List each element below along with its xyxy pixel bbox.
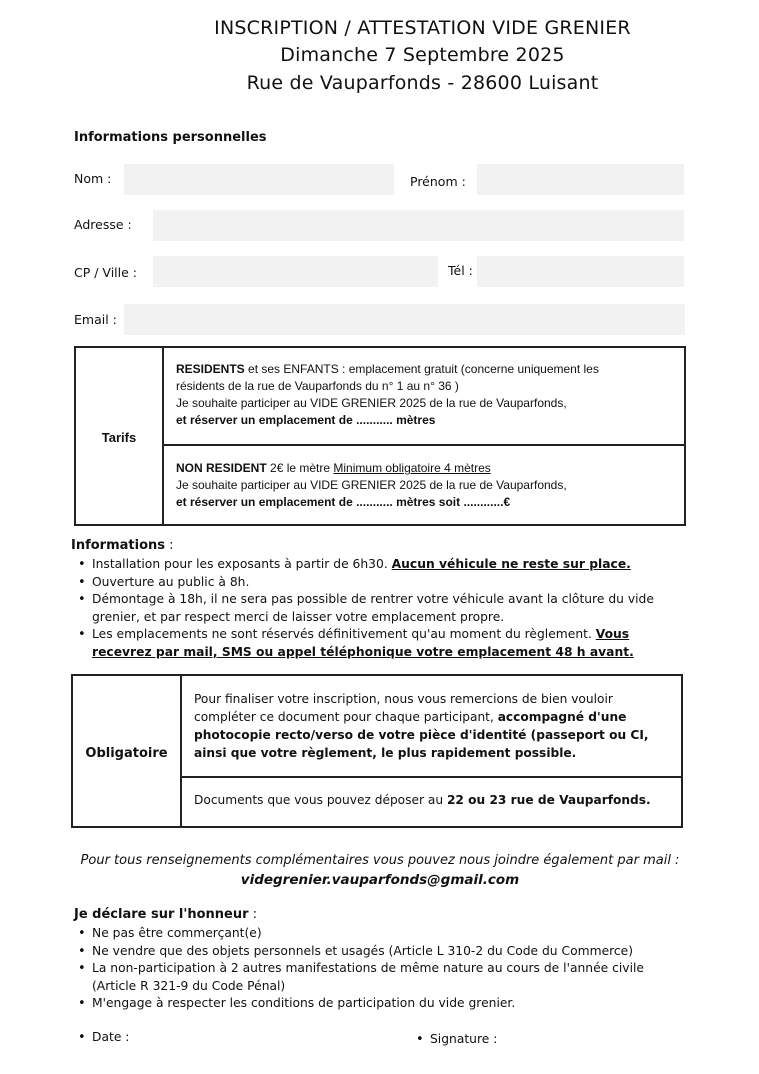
residents-line3: Je souhaite participer au VIDE GRENIER 2025 de la rue de Vauparfonds, bbox=[176, 396, 567, 410]
info-bold: Vous recevrez par mail, SMS ou appel téléphonique votre emplacement 48 h avant. bbox=[92, 627, 634, 659]
obligatoire-text-cell bbox=[181, 675, 682, 777]
tarifs-label: Tarifs bbox=[101, 429, 137, 445]
form-title: INSCRIPTION / ATTESTATION VIDE GRENIER bbox=[214, 17, 631, 39]
adresse-label: Adresse : bbox=[74, 217, 132, 232]
prenom-label: Prénom : bbox=[410, 174, 466, 189]
non-residents-price: 2€ le mètre bbox=[266, 461, 334, 475]
tarifs-table bbox=[74, 346, 686, 526]
list-item: • Ne pas être commerçant(e) bbox=[74, 925, 674, 943]
informations-list bbox=[74, 556, 674, 661]
personal-info-heading: Informations personnelles bbox=[74, 130, 267, 145]
obligatoire-label-cell bbox=[72, 675, 181, 827]
informations-colon: : bbox=[165, 538, 174, 553]
documents-address: 22 ou 23 rue de Vauparfonds. bbox=[446, 793, 651, 807]
list-item: • Ne vendre que des objets personnels et usagés (Article L 310-2 du Code du Commerce) bbox=[74, 943, 674, 961]
list-item bbox=[74, 626, 674, 661]
adresse-field[interactable] bbox=[153, 210, 684, 241]
info-text: Installation pour les exposants à partir de 6h30. bbox=[92, 557, 392, 571]
list-item bbox=[74, 556, 674, 574]
declaration-colon: : bbox=[248, 907, 258, 922]
non-residents-cell bbox=[163, 445, 685, 525]
non-residents-text bbox=[176, 460, 672, 511]
nom-field[interactable] bbox=[124, 164, 394, 195]
obligatoire-label: Obligatoire bbox=[85, 745, 168, 761]
event-date: Dimanche 7 Septembre 2025 bbox=[280, 44, 565, 66]
date-row bbox=[74, 1029, 274, 1047]
residents-line2: résidents de la rue de Vauparfonds du n° 1 au n° 36 ) bbox=[176, 379, 459, 393]
prenom-field[interactable] bbox=[477, 164, 684, 195]
declaration-heading: Je déclare sur l'honneur bbox=[74, 907, 249, 922]
info-text: Les emplacements ne sont réservés définitivement qu'au moment du règlement. bbox=[92, 627, 596, 641]
non-residents-title: NON RESIDENT bbox=[176, 461, 267, 475]
list-item: • M'engage à respecter les conditions de participation du vide grenier. bbox=[74, 995, 674, 1013]
residents-cell bbox=[163, 347, 685, 445]
residents-title: RESIDENTS bbox=[176, 362, 245, 376]
email-field[interactable] bbox=[124, 304, 685, 335]
declaration-list bbox=[74, 925, 674, 1013]
email-label: Email : bbox=[74, 312, 117, 327]
date-label: • Date : bbox=[74, 1029, 274, 1047]
documents-cell bbox=[181, 777, 682, 827]
list-item bbox=[74, 574, 674, 592]
tel-field[interactable] bbox=[477, 256, 684, 287]
informations-heading: Informations bbox=[71, 538, 166, 553]
contact-email[interactable]: videgrenier.vauparfonds@gmail.com bbox=[240, 872, 520, 888]
residents-text bbox=[176, 361, 672, 429]
signature-row bbox=[412, 1031, 612, 1049]
non-residents-line3: et réserver un emplacement de ........... mètres soit ............€ bbox=[176, 495, 511, 509]
signature-label: • Signature : bbox=[412, 1031, 612, 1049]
list-item: • La non-participation à 2 autres manifestations de même nature au cours de l'année civile (Article R 321-9 du Code Pénal) bbox=[74, 960, 674, 995]
residents-line4: et réserver un emplacement de ........... mètres bbox=[176, 413, 436, 427]
contact-line: Pour tous renseignements complémentaires vous pouvez nous joindre également par mail : bbox=[80, 853, 680, 868]
non-residents-minimum: Minimum obligatoire 4 mètres bbox=[333, 461, 491, 475]
documents-text: Documents que vous pouvez déposer au bbox=[194, 793, 447, 807]
info-text: Démontage à 18h, il ne sera pas possible de rentrer votre véhicule avant la clôture du vide grenier, et par respect merci de laisser votre emplacement propre. bbox=[92, 592, 654, 624]
nom-label: Nom : bbox=[74, 171, 112, 186]
obligatoire-text1-bold: accompagné d'une photocopie recto/verso de votre pièce d'identité (passeport ou CI, ainsi que votre règlement, le plus rapidement possible. bbox=[194, 710, 649, 760]
info-text: Ouverture au public à 8h. bbox=[92, 574, 250, 589]
info-bold: Aucun véhicule ne reste sur place. bbox=[391, 557, 631, 571]
declaration-heading-row bbox=[74, 907, 257, 922]
non-residents-line2: Je souhaite participer au VIDE GRENIER 2025 de la rue de Vauparfonds, bbox=[176, 478, 567, 492]
event-location: Rue de Vauparfonds - 28600 Luisant bbox=[246, 72, 599, 94]
residents-line1: et ses ENFANTS : emplacement gratuit (concerne uniquement les bbox=[244, 362, 599, 376]
informations-heading-row bbox=[71, 538, 174, 553]
list-item bbox=[74, 591, 674, 626]
tel-label: Tél : bbox=[448, 263, 473, 278]
cp-ville-label: CP / Ville : bbox=[74, 265, 137, 280]
cp-ville-field[interactable] bbox=[153, 256, 438, 287]
obligatoire-text1: Pour finaliser votre inscription, nous vous remercions de bien vouloir compléter ce document pour chaque participant, bbox=[194, 692, 613, 724]
tarifs-label-cell bbox=[75, 347, 163, 525]
obligatoire-table bbox=[71, 674, 683, 828]
